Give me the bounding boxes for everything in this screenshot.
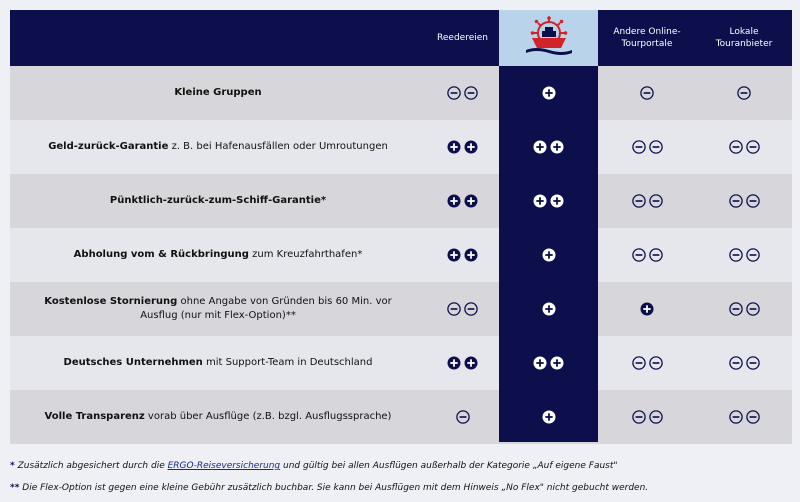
row-label <box>10 120 426 174</box>
cell-andere <box>598 390 696 444</box>
minus-circle-icon <box>729 302 743 316</box>
column-header-text <box>613 26 680 50</box>
row-label-bold: Kostenlose Stornierung <box>44 296 178 307</box>
plus-circle-icon <box>464 356 478 370</box>
table-header <box>10 10 792 66</box>
row-label-bold: Abholung vom & Rückbringung <box>73 249 249 260</box>
cell-ours <box>499 282 598 336</box>
minus-circle-icon <box>632 248 646 262</box>
cell-lokale <box>696 66 792 120</box>
plus-circle-icon <box>542 248 556 262</box>
cell-lokale <box>696 282 792 336</box>
minus-circle-icon <box>447 86 461 100</box>
footnote-text: Die Flex-Option ist gegen eine kleine Gebühr zusätzlich buchbar. Sie kann bei Ausflügen mit dem Hinweis „No Flex" nicht gebucht werden. <box>19 483 649 493</box>
column-header-lokale <box>696 10 792 66</box>
plus-circle-icon <box>533 140 547 154</box>
cell-lokale <box>696 120 792 174</box>
row-label <box>10 174 426 228</box>
footnote-text: und gültig bei allen Ausflügen außerhalb der Kategorie „Auf eigene Faust" <box>280 461 618 471</box>
plus-circle-icon <box>533 356 547 370</box>
cell-reedereien <box>426 120 499 174</box>
table-row <box>10 66 792 120</box>
cell-andere <box>598 228 696 282</box>
cell-lokale <box>696 390 792 444</box>
minus-circle-icon <box>640 86 654 100</box>
minus-circle-icon <box>649 140 663 154</box>
minus-circle-icon <box>746 302 760 316</box>
table-row <box>10 174 792 228</box>
cell-ours <box>499 120 598 174</box>
minus-circle-icon <box>649 410 663 424</box>
row-label-text <box>45 410 392 424</box>
column-header-line: Touranbieter <box>715 39 773 49</box>
row-label-bold: Kleine Gruppen <box>174 87 262 98</box>
footnote-2 <box>10 483 648 493</box>
minus-circle-icon <box>632 194 646 208</box>
minus-circle-icon <box>729 248 743 262</box>
cell-lokale <box>696 174 792 228</box>
minus-circle-icon <box>649 194 663 208</box>
cell-lokale <box>696 336 792 390</box>
column-header-andere <box>598 10 696 66</box>
cell-ours <box>499 390 598 444</box>
column-header-line: Tourportale <box>621 39 673 49</box>
table-row <box>10 228 792 282</box>
ship-wheel-logo-icon <box>518 16 580 60</box>
minus-circle-icon <box>729 356 743 370</box>
minus-circle-icon <box>746 194 760 208</box>
cell-andere <box>598 282 696 336</box>
cell-andere <box>598 66 696 120</box>
cell-ours <box>499 228 598 282</box>
plus-circle-icon <box>640 302 654 316</box>
cell-reedereien <box>426 228 499 282</box>
minus-circle-icon <box>746 356 760 370</box>
row-label-bold: Volle Transparenz <box>44 411 145 422</box>
row-label-text <box>174 86 261 100</box>
plus-circle-icon <box>447 140 461 154</box>
cell-reedereien <box>426 174 499 228</box>
plus-circle-icon <box>550 140 564 154</box>
cell-andere <box>598 336 696 390</box>
row-label <box>10 390 426 444</box>
minus-circle-icon <box>632 356 646 370</box>
minus-circle-icon <box>746 248 760 262</box>
cell-andere <box>598 174 696 228</box>
plus-circle-icon <box>542 410 556 424</box>
ergo-link[interactable]: ERGO-Reiseversicherung <box>167 461 281 471</box>
table-row <box>10 336 792 390</box>
row-label-text <box>44 295 391 323</box>
minus-circle-icon <box>447 302 461 316</box>
cell-reedereien <box>426 282 499 336</box>
footnote-marker: ** <box>10 483 20 493</box>
plus-circle-icon <box>447 194 461 208</box>
plus-circle-icon <box>533 194 547 208</box>
cell-ours <box>499 174 598 228</box>
row-label-bold: Geld-zurück-Garantie <box>48 141 169 152</box>
row-label-rest: zum Kreuzfahrthafen* <box>248 249 363 260</box>
footnote-1 <box>10 461 618 471</box>
minus-circle-icon <box>729 140 743 154</box>
cell-lokale <box>696 228 792 282</box>
footnote-marker: * <box>10 461 15 471</box>
minus-circle-icon <box>632 140 646 154</box>
cell-ours <box>499 66 598 120</box>
cell-ours <box>499 336 598 390</box>
plus-circle-icon <box>542 86 556 100</box>
column-header-logo <box>499 10 598 66</box>
footnote-text: Zusätzlich abgesichert durch die <box>14 461 168 471</box>
table-row <box>10 390 792 444</box>
plus-circle-icon <box>550 356 564 370</box>
row-label-bold: Deutsches Unternehmen <box>63 357 203 368</box>
plus-circle-icon <box>542 302 556 316</box>
minus-circle-icon <box>746 140 760 154</box>
row-label <box>10 228 426 282</box>
cell-reedereien <box>426 336 499 390</box>
minus-circle-icon <box>737 86 751 100</box>
table-row <box>10 282 792 336</box>
row-label-rest: mit Support-Team in Deutschland <box>202 357 373 368</box>
row-label-text <box>48 140 388 154</box>
row-label-line2: Ausflug (nur mit Flex-Option)** <box>140 310 296 321</box>
column-header-label: Reedereien <box>437 33 488 43</box>
minus-circle-icon <box>632 410 646 424</box>
column-header-line: Andere Online- <box>613 27 681 37</box>
comparison-table <box>10 10 792 442</box>
minus-circle-icon <box>464 86 478 100</box>
cell-reedereien <box>426 390 499 444</box>
minus-circle-icon <box>456 410 470 424</box>
plus-circle-icon <box>464 248 478 262</box>
plus-circle-icon <box>447 248 461 262</box>
table-row <box>10 120 792 174</box>
minus-circle-icon <box>746 410 760 424</box>
column-header-reedereien <box>426 10 499 66</box>
row-label-rest: z. B. bei Hafenausfällen oder Umroutungen <box>168 141 388 152</box>
minus-circle-icon <box>649 356 663 370</box>
row-label <box>10 336 426 390</box>
row-label-text <box>74 248 363 262</box>
plus-circle-icon <box>464 140 478 154</box>
minus-circle-icon <box>729 410 743 424</box>
row-label-rest: vorab über Ausflüge (z.B. bzgl. Ausflugssprache) <box>144 411 392 422</box>
cell-andere <box>598 120 696 174</box>
row-label <box>10 282 426 336</box>
column-header-text <box>716 26 773 50</box>
plus-circle-icon <box>464 194 478 208</box>
plus-circle-icon <box>447 356 461 370</box>
row-label-bold: Pünktlich-zurück-zum-Schiff-Garantie* <box>109 195 327 206</box>
row-label-rest: ohne Angabe von Gründen bis 60 Min. vor <box>177 296 392 307</box>
row-label <box>10 66 426 120</box>
minus-circle-icon <box>649 248 663 262</box>
cell-reedereien <box>426 66 499 120</box>
plus-circle-icon <box>550 194 564 208</box>
minus-circle-icon <box>729 194 743 208</box>
minus-circle-icon <box>464 302 478 316</box>
row-label-text <box>64 356 373 370</box>
column-header-line: Lokale <box>729 27 759 37</box>
row-label-text <box>110 194 326 208</box>
